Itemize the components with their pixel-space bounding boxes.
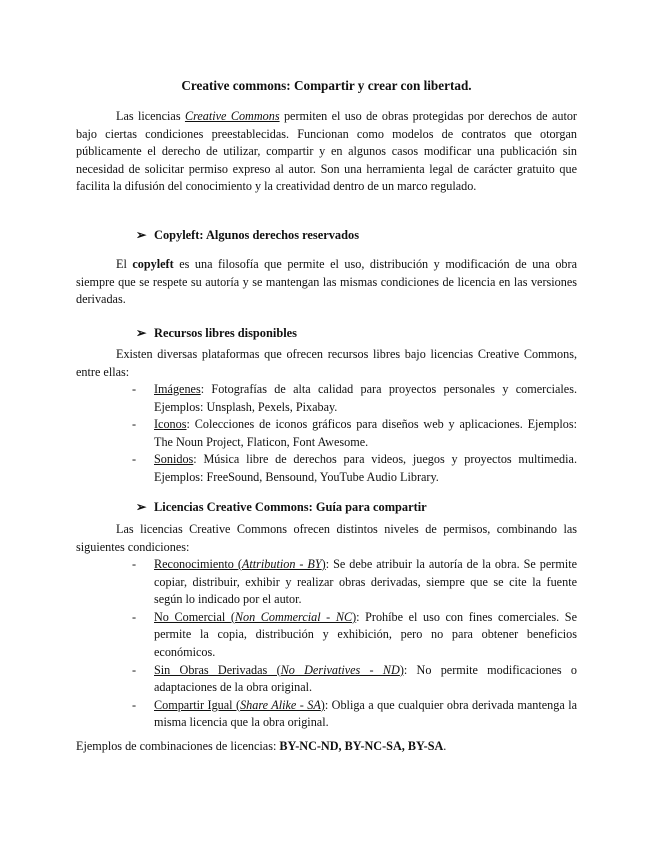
term-en: Attribution - BY: [241, 557, 322, 571]
list-item-term: [154, 610, 356, 624]
dash-bullet: -: [132, 452, 137, 467]
list-item-term: [154, 698, 325, 712]
term-en: Non Commercial - NC: [234, 609, 353, 624]
list-item-text: : Música libre de derechos para videos, juegos y proyectos multimedia. Ejemplos: FreeSound, Bensound, YouTube Audio Library.: [154, 452, 577, 484]
term-es: Reconocimiento (: [154, 557, 242, 571]
list-item-term: [154, 557, 326, 571]
copyleft-pre: El: [116, 257, 133, 271]
term-close: ): [352, 609, 357, 624]
list-item-term: Imágenes: [154, 382, 201, 396]
list-item-text: : Prohíbe el uso con fines comerciales. Se permite la copia, distribución y exhibición, pero no para obtener beneficios económicos.: [154, 609, 577, 659]
section-heading-licencias: [136, 498, 427, 516]
dash-bullet: -: [132, 609, 137, 624]
document-title: Creative commons: Compartir y crear con libertad.: [181, 78, 472, 93]
list-item: [132, 416, 577, 451]
heading-text: Licencias Creative Commons: Guía para compartir: [154, 500, 427, 514]
licencias-intro: Las licencias Creative Commons ofrecen distintos niveles de permisos, combinando las siguientes condiciones:: [76, 522, 577, 554]
list-item-text: : Fotografías de alta calidad para proyectos personales y comerciales. Ejemplos: Unsplash, Pexels, Pixabay.: [154, 382, 577, 414]
license-combinations: BY-NC-ND, BY-NC-SA, BY-SA: [279, 739, 444, 753]
copyleft-paragraph: [76, 256, 577, 309]
intro-paragraph: [76, 108, 577, 196]
list-item: [132, 556, 577, 609]
term-close: ): [399, 662, 404, 677]
list-item-term: [154, 663, 404, 677]
list-item-term: Sonidos: [154, 452, 194, 467]
dash-bullet: -: [132, 697, 137, 712]
list-item-text: : No permite modificaciones o adaptaciones de la obra original.: [154, 662, 577, 695]
licencias-list: [132, 556, 577, 732]
dash-bullet: -: [132, 382, 137, 396]
dash-bullet: -: [132, 662, 137, 677]
copyleft-term: copyleft: [132, 257, 174, 271]
section-heading-copyleft: [136, 226, 359, 244]
term-es: No Comercial (: [154, 609, 235, 624]
term-es: Sin Obras Derivadas (: [154, 662, 281, 677]
copyleft-post: es una filosofía que permite el uso, distribución y modificación de una obra siempre que se respete su autoría y se mantengan las mismas condiciones de licencia en las versiones derivadas.: [76, 257, 577, 307]
list-item-term: Iconos: [154, 417, 187, 432]
list-item: [132, 662, 577, 697]
arrow-bullet-icon: ➢: [136, 326, 147, 340]
list-item-text: : Se debe atribuir la autoría de la obra. Se permite copiar, distribuir, exhibir y realizar obras derivadas, siempre que se cite la fuente según lo indicado por el autor.: [154, 557, 577, 607]
term-en: No Derivatives - ND: [280, 662, 400, 677]
footer-post: .: [443, 739, 447, 753]
recursos-list: [132, 381, 577, 487]
term-en: Share Alike - SA: [240, 697, 321, 712]
term-es: Compartir Igual (: [154, 697, 241, 712]
heading-text: Copyleft: Algunos derechos reservados: [154, 228, 360, 242]
heading-text: Recursos libres disponibles: [154, 326, 297, 340]
list-item-text: : Colecciones de iconos gráficos para diseños web y aplicaciones. Ejemplos: The Noun Project, Flaticon, Font Awesome.: [154, 417, 577, 449]
term-close: ): [320, 697, 325, 712]
term-close: ): [321, 557, 326, 571]
list-item: [132, 451, 577, 486]
intro-pre: Las licencias: [116, 109, 185, 123]
list-item: [132, 381, 577, 416]
creative-commons-link[interactable]: Creative Commons: [184, 109, 280, 123]
footer-paragraph: [76, 738, 577, 756]
list-item: [132, 609, 577, 662]
dash-bullet: -: [132, 557, 137, 571]
list-item: [132, 697, 577, 732]
section-heading-recursos: [136, 324, 297, 342]
footer-pre: Ejemplos de combinaciones de licencias:: [76, 739, 280, 753]
dash-bullet: -: [132, 417, 137, 432]
list-item-text: : Obliga a que cualquier obra derivada mantenga la misma licencia que la obra original.: [154, 697, 577, 730]
arrow-bullet-icon: ➢: [136, 500, 147, 514]
intro-post: permiten el uso de obras protegidas por derechos de autor bajo ciertas condiciones preestablecidas. Funcionan como modelos de contratos que otorgan públicamente el derecho de utilizar, compartir y en algunos casos modificar una publicación sin necesidad de solicitar permiso expreso al autor. Son una herramienta legal de carácter gratuito que facilita la difusión del conocimiento y la creatividad dentro de un marco regulado.: [76, 109, 577, 194]
arrow-bullet-icon: ➢: [136, 228, 147, 242]
recursos-intro: Existen diversas plataformas que ofrecen recursos libres bajo licencias Creative Commons, entre ellas:: [76, 347, 577, 379]
